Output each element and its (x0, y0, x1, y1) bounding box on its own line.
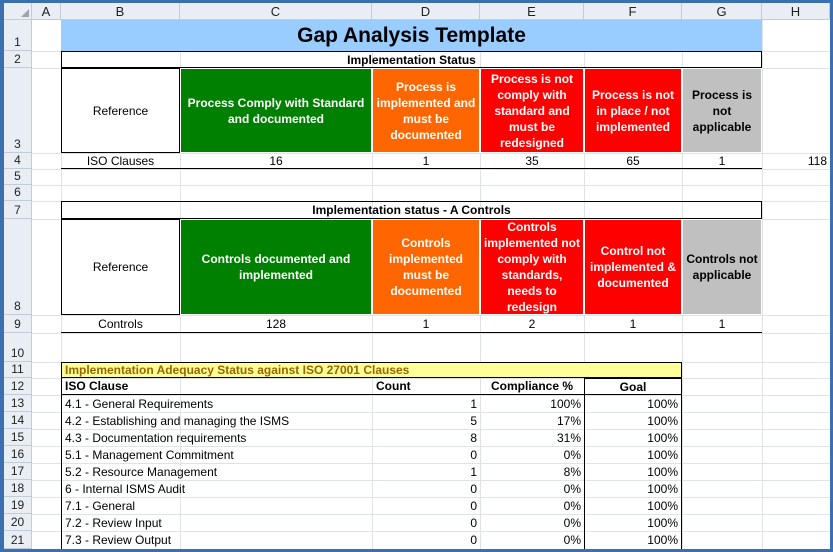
adequacy-count[interactable]: 1 (470, 464, 477, 479)
adequacy-compliance[interactable]: 0% (563, 515, 581, 530)
row-header-15[interactable]: 15 (4, 429, 32, 446)
row-header-14[interactable]: 14 (4, 412, 32, 429)
row-header-3[interactable]: 3 (4, 68, 32, 153)
adequacy-count[interactable]: 1 (470, 396, 477, 411)
adequacy-goal[interactable]: 100% (584, 531, 682, 549)
controls-category-3[interactable]: Controls implemented not comply with standards, needs to redesign (480, 219, 584, 315)
select-all-corner[interactable] (4, 3, 32, 20)
controls-category-1[interactable]: Controls documented and implemented (180, 219, 372, 315)
spreadsheet[interactable] (4, 3, 830, 549)
row-header-8[interactable]: 8 (4, 219, 32, 315)
row-header-6[interactable]: 6 (4, 185, 32, 201)
row-header-4[interactable]: 4 (4, 153, 32, 169)
controls-reference-label[interactable]: Reference (61, 219, 180, 315)
impl-reference-label[interactable]: Reference (61, 68, 180, 153)
adequacy-count[interactable]: 5 (470, 413, 477, 428)
col-count[interactable]: Count (372, 378, 480, 395)
adequacy-goal[interactable]: 100% (584, 480, 682, 497)
controls-category-4[interactable]: Control not implemented & documented (584, 219, 682, 315)
adequacy-goal[interactable]: 100% (584, 446, 682, 463)
row-header-2[interactable]: 2 (4, 51, 32, 68)
column-header-a[interactable]: A (32, 3, 61, 20)
row-header-12[interactable]: 12 (4, 378, 32, 395)
adequacy-goal[interactable]: 100% (584, 463, 682, 480)
iso-clauses-value-3[interactable]: 35 (480, 153, 584, 169)
controls-value-5[interactable]: 1 (682, 315, 762, 333)
row-header-5[interactable]: 5 (4, 169, 32, 185)
iso-clauses-label[interactable]: ISO Clauses (61, 153, 180, 169)
adequacy-compliance[interactable]: 100% (550, 396, 581, 411)
adequacy-count[interactable]: 0 (470, 498, 477, 513)
adequacy-compliance[interactable]: 0% (563, 533, 581, 547)
col-compliance[interactable]: Compliance % (480, 378, 584, 395)
controls-status-header[interactable]: Implementation status - A Controls (61, 201, 762, 219)
adequacy-goal[interactable]: 100% (584, 514, 682, 531)
controls-category-2[interactable]: Controls implemented must be documented (372, 219, 480, 315)
gridline-horizontal (32, 333, 830, 334)
controls-value-4[interactable]: 1 (584, 315, 682, 333)
row-header-20[interactable]: 20 (4, 514, 32, 531)
row-header-21[interactable]: 21 (4, 531, 32, 549)
column-header-c[interactable]: C (180, 3, 372, 20)
adequacy-clause[interactable]: 4.1 - General Requirements (61, 395, 372, 412)
adequacy-compliance[interactable]: 31% (556, 430, 581, 445)
row-header-9[interactable]: 9 (4, 315, 32, 333)
controls-category-5[interactable]: Controls not applicable (682, 219, 762, 315)
row-header-16[interactable]: 16 (4, 446, 32, 463)
col-goal[interactable]: Goal (584, 378, 682, 395)
adequacy-clause[interactable]: 6 - Internal ISMS Audit (61, 480, 372, 497)
adequacy-count[interactable]: 0 (470, 481, 477, 496)
impl-category-4[interactable]: Process is not in place / not implemented (584, 68, 682, 153)
row-header-11[interactable]: 11 (4, 362, 32, 378)
column-header-b[interactable]: B (61, 3, 180, 20)
iso-clauses-value-4[interactable]: 65 (584, 153, 682, 169)
controls-value-2[interactable]: 1 (372, 315, 480, 333)
iso-clauses-value-1[interactable]: 16 (180, 153, 372, 169)
adequacy-compliance[interactable]: 0% (563, 447, 581, 462)
iso-clauses-value-2[interactable]: 1 (372, 153, 480, 169)
adequacy-count[interactable]: 0 (470, 447, 477, 462)
column-header-d[interactable]: D (372, 3, 480, 20)
sheet-title[interactable]: Gap Analysis Template (61, 20, 762, 51)
adequacy-clause[interactable]: 7.1 - General (61, 497, 372, 514)
column-header-e[interactable]: E (480, 3, 584, 20)
gridline-horizontal (32, 185, 830, 186)
adequacy-compliance[interactable]: 0% (563, 481, 581, 496)
impl-category-2[interactable]: Process is implemented and must be documented (372, 68, 480, 153)
controls-value-1[interactable]: 128 (180, 315, 372, 333)
adequacy-clause[interactable]: 5.2 - Resource Management (61, 463, 372, 480)
adequacy-goal[interactable]: 100% (584, 429, 682, 446)
col-iso-clause[interactable]: ISO Clause (61, 378, 372, 395)
iso-clauses-value-5[interactable]: 1 (682, 153, 762, 169)
row-header-10[interactable]: 10 (4, 333, 32, 362)
gridline-vertical (762, 20, 763, 549)
row-header-13[interactable]: 13 (4, 395, 32, 412)
adequacy-clause[interactable]: 4.2 - Establishing and managing the ISMS (61, 412, 372, 429)
impl-category-1[interactable]: Process Comply with Standard and documented (180, 68, 372, 153)
impl-status-header[interactable]: Implementation Status (61, 51, 762, 68)
adequacy-compliance[interactable]: 8% (563, 464, 581, 479)
row-header-19[interactable]: 19 (4, 497, 32, 514)
impl-category-3[interactable]: Process is not comply with standard and must be redesigned (480, 68, 584, 153)
adequacy-clause[interactable]: 4.3 - Documentation requirements (61, 429, 372, 446)
column-header-g[interactable]: G (682, 3, 762, 20)
adequacy-goal[interactable]: 100% (584, 497, 682, 514)
adequacy-count[interactable]: 8 (470, 430, 477, 445)
controls-value-3[interactable]: 2 (480, 315, 584, 333)
adequacy-header[interactable]: Implementation Adequacy Status against ISO 27001 Clauses (61, 362, 682, 378)
column-header-h[interactable]: H (762, 3, 830, 20)
row-header-18[interactable]: 18 (4, 480, 32, 497)
adequacy-clause[interactable]: 7.3 - Review Output (61, 531, 372, 549)
controls-label[interactable]: Controls (61, 315, 180, 333)
adequacy-compliance[interactable]: 17% (556, 413, 581, 428)
row-header-7[interactable]: 7 (4, 201, 32, 219)
adequacy-goal[interactable]: 100% (584, 395, 682, 412)
gridline-horizontal (32, 169, 830, 170)
row-header-17[interactable]: 17 (4, 463, 32, 480)
adequacy-goal[interactable]: 100% (584, 412, 682, 429)
adequacy-clause[interactable]: 5.1 - Management Commitment (61, 446, 372, 463)
adequacy-count[interactable]: 0 (470, 533, 477, 547)
adequacy-count[interactable]: 0 (470, 515, 477, 530)
column-header-f[interactable]: F (584, 3, 682, 20)
impl-category-5[interactable]: Process is not applicable (682, 68, 762, 153)
adequacy-compliance[interactable]: 0% (563, 498, 581, 513)
row-header-1[interactable]: 1 (4, 20, 32, 51)
iso-clauses-total[interactable]: 118 (807, 154, 827, 168)
adequacy-clause[interactable]: 7.2 - Review Input (61, 514, 372, 531)
